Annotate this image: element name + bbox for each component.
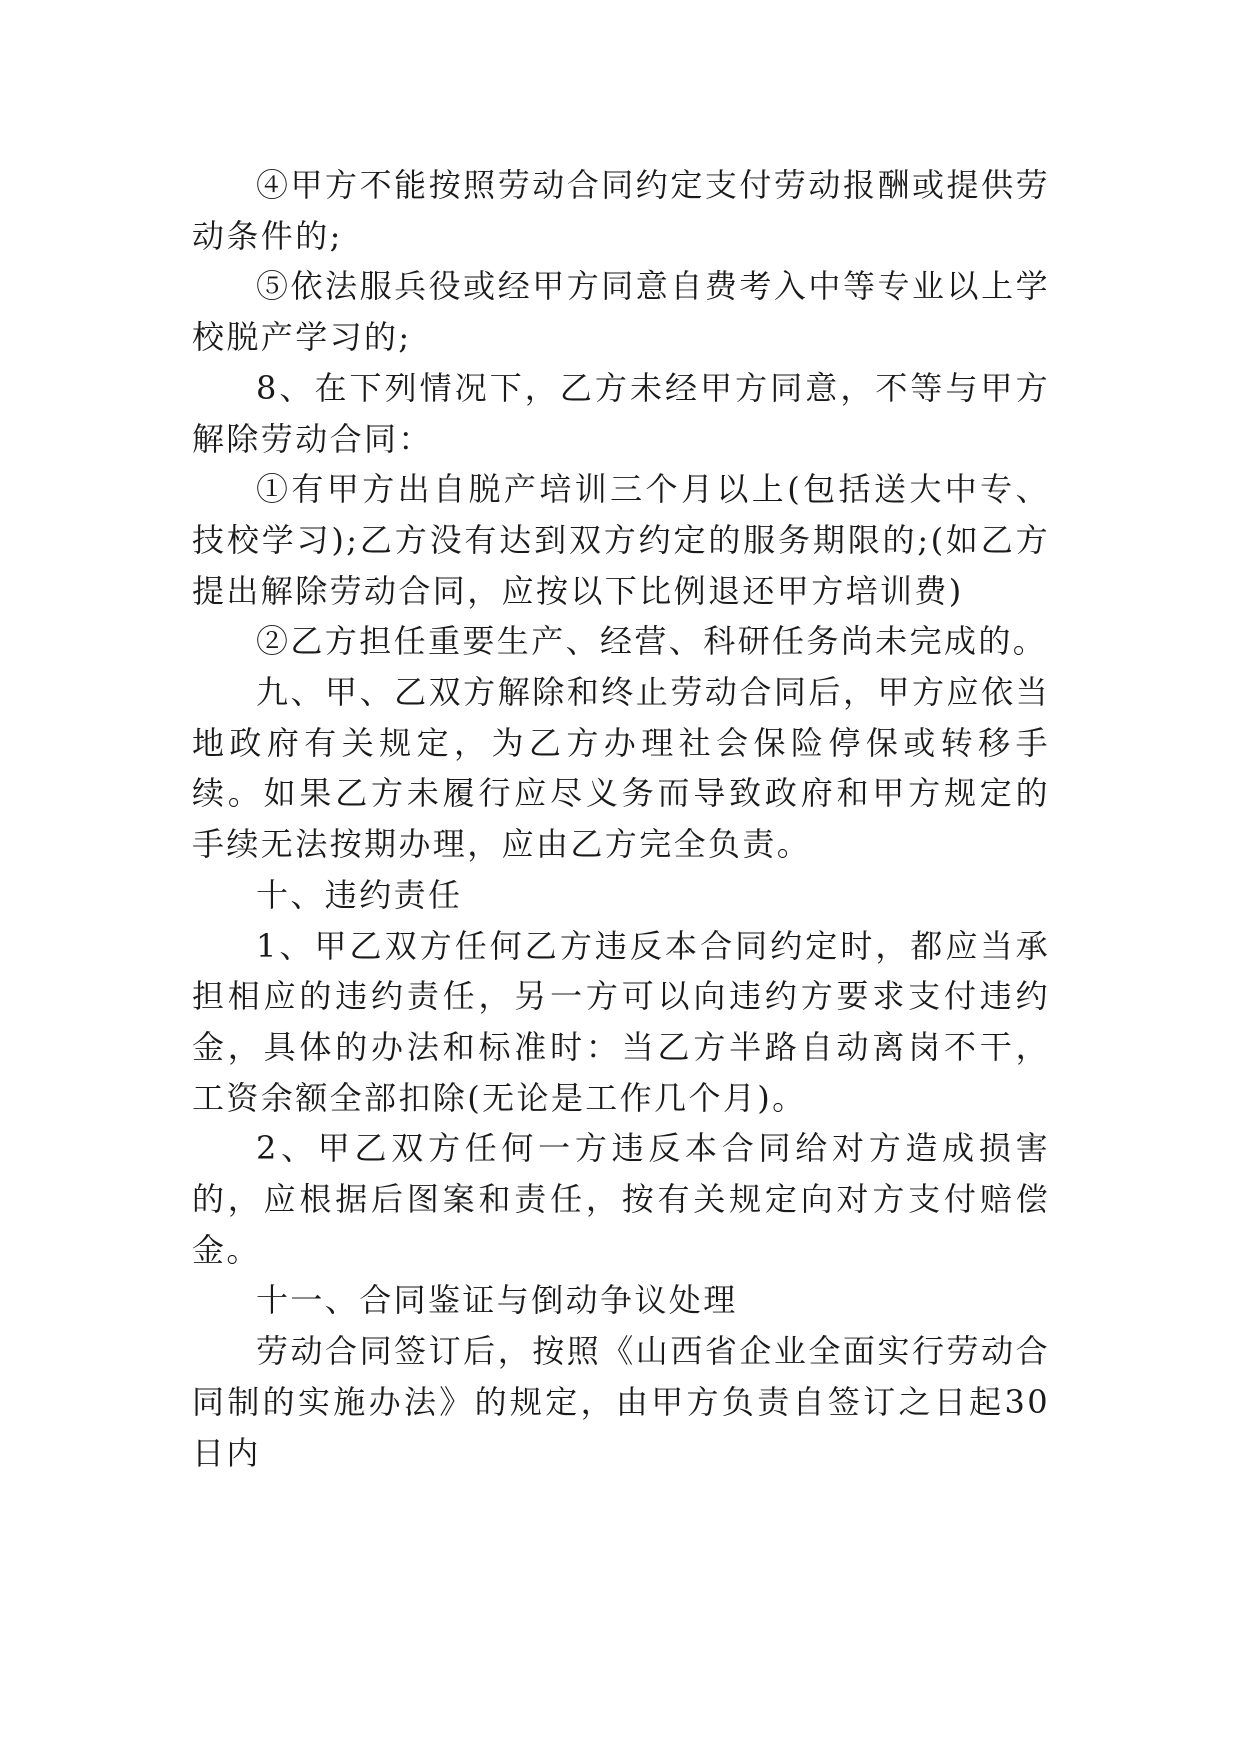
paragraph-contract-verification: 劳动合同签订后，按照《山西省企业全面实行劳动合同制的实施办法》的规定，由甲方负责自签订之日起30日内 [192, 1332, 1050, 1472]
heading-section-10: 十、违约责任 [256, 875, 463, 914]
document-page [192, 160, 1050, 1478]
paragraph-liability-1: 1、甲乙双方任何乙方违反本合同约定时，都应当承担相应的违约责任，另一方可以向违约方要求支付违约金，具体的办法和标准时：当乙方半路自动离岗不干，工资余额全部扣除(无论是工作几个月)。 [192, 926, 1050, 1117]
paragraph-clause-5: ⑤依法服兵役或经甲方同意自费考入中等专业以上学校脱产学习的; [192, 267, 1050, 357]
paragraph-clause-4: ④甲方不能按照劳动合同约定支付劳动报酬或提供劳动条件的; [192, 166, 1050, 255]
paragraph-section-9: 九、甲、乙双方解除和终止劳动合同后，甲方应依当地政府有关规定，为乙方办理社会保险停保或转移手续。如果乙方未履行应尽义务而导致政府和甲方规定的手续无法按期办理，应由乙方完全负责。 [192, 673, 1050, 864]
heading-section-11: 十一、合同鉴证与倒动争议处理 [256, 1281, 738, 1320]
paragraph-clause-1: ①有甲方出自脱产培训三个月以上(包括送大中专、技校学习);乙方没有达到双方约定的服务期限的;(如乙方提出解除劳动合同，应按以下比例退还甲方培训费) [192, 470, 1050, 610]
paragraph-liability-2: 2、甲乙双方任何一方违反本合同给对方造成损害的，应根据后图案和责任，按有关规定向对方支付赔偿金。 [192, 1129, 1050, 1269]
paragraph-section-8: 8、在下列情况下，乙方未经甲方同意，不等与甲方解除劳动合同： [192, 368, 1050, 458]
paragraph-clause-2: ②乙方担任重要生产、经营、科研任务尚未完成的。 [256, 622, 1048, 661]
